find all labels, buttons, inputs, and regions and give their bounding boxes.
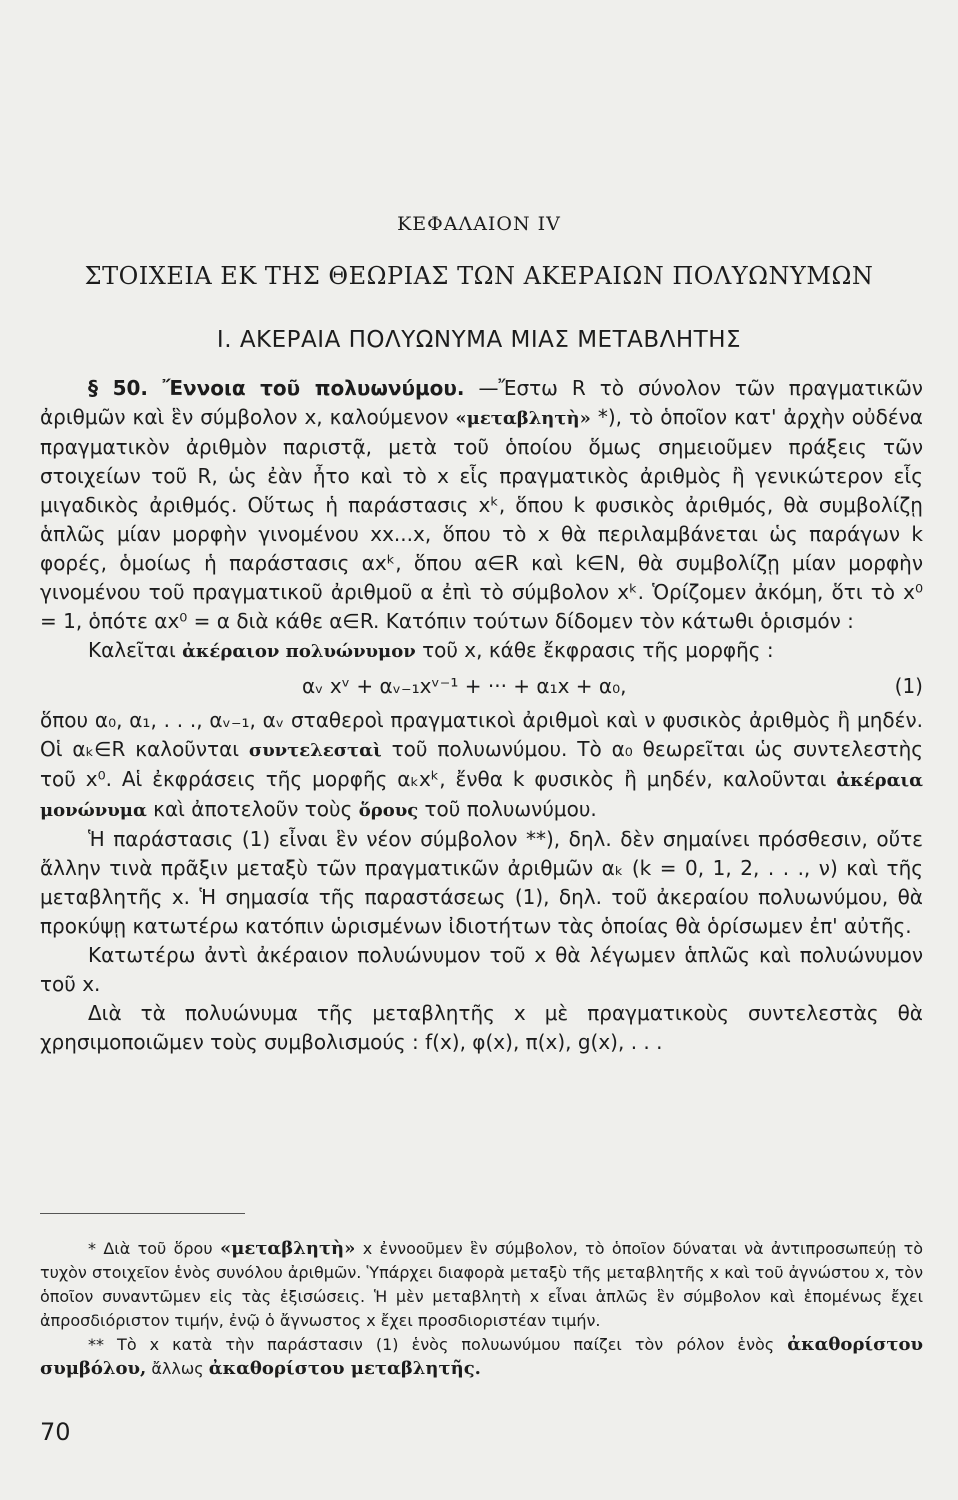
paragraph-symbol: Ἡ παράστασις (1) εἶναι ἓν νέον σύμβολον **), δηλ. δὲν σημαίνει πρόσθεσιν, οὔτε ἄλλην τινὰ πρᾶξιν μεταξὺ τῶν πραγματικῶν ἀριθμῶν αₖ (k = 0, 1, 2, . . ., ν) καὶ τῆς μεταβλητῆς x. Ἡ σημασία τῆς παραστάσεως (1), δηλ. τοῦ ἀκεραίου πολυωνύμου, θὰ προκύψῃ κατωτέρω κατόπιν ὡρισμένων ἰδιοτήτων τὰς ὁποίας θὰ ὁρίσωμεν ἐπ' αὐτῆς. <box>40 827 923 938</box>
paragraph-definition-intro: § 50. Ἔννοια τοῦ πολυωνύμου. —Ἔστω R τὸ σύνολον τῶν πραγματικῶν ἀριθμῶν καὶ ἓν σύμβολον x, καλούμενον «μεταβλητὴ» *), τὸ ὁποῖον κατ' ἀρχὴν οὐδένα πραγματικὸν ἀριθμὸν παριστᾷ, μετὰ τοῦ ὁποίου ὅμως σημειοῦμεν πράξεις τῶν στοιχείων τοῦ R, ὡς ἐὰν ἦτο καὶ τὸ x εἷς πραγματικὸς ἀριθμὸς ἢ γενικώτερον εἷς μιγαδικὸς ἀριθμός. Οὕτως ἡ παράστασις xᵏ, ὅπου k φυσικὸς ἀριθμός, θὰ συμβολίζῃ ἁπλῶς μίαν μορφὴν γινομένου xx...x, ὅπου τὸ x θὰ περιλαμβάνεται ὡς παράγων k φορές, ὁμοίως ἡ παράστασις αxᵏ, ὅπου α∈R καὶ k∈N, θὰ συμβολίζῃ μίαν μορφὴν γινομένου τοῦ πραγματικοῦ ἀριθμοῦ α ἐπὶ τὸ σύμβολον xᵏ. Ὁρίζομεν ἀκόμη, ὅτι τὸ x⁰ = 1, ὁπότε αx⁰ = α διὰ κάθε α∈R. Κατόπιν τούτων δίδομεν τὸν κάτωθι ὁρισμόν : <box>40 376 923 633</box>
footnote-term-variable: «μεταβλητὴ» <box>219 1238 356 1259</box>
footnote-term-undefined-variable: ἀκαθορίστου μεταβλητῆς. <box>208 1358 481 1379</box>
equation-1 <box>40 666 923 706</box>
chapter-heading: ΚΕΦΑΛΑΙΟΝ IV <box>397 213 561 235</box>
chapter-title: ΣΤΟΙΧΕΙΑ ΕΚ ΤΗΣ ΘΕΩΡΙΑΣ ΤΩΝ ΑΚΕΡΑΙΩΝ ΠΟΛΥΩΝΥΜΩΝ <box>84 262 874 290</box>
term-monomials: ἀκέραια μονώνυμα <box>40 770 923 821</box>
footnote-term-symbol: ἀκαθορίστου συμβόλου, <box>40 1334 923 1379</box>
paragraph-coefficients: ὅπου α₀, α₁, . . ., αᵥ₋₁, αᵥ σταθεροὶ πραγματικοὶ ἀριθμοὶ καὶ ν φυσικὸς ἀριθμὸς ἢ μηδέν. Οἱ αₖ∈R καλοῦνται συντελεσταὶ τοῦ πολυωνύμου. Τὸ α₀ θεωρεῖται ὡς συντελεστὴς τοῦ x⁰. Αἱ ἐκφράσεις τῆς μορφῆς αₖxᵏ, ἔνθα k φυσικὸς ἢ μηδέν, καλοῦνται ἀκέραια μονώνυμα καὶ ἀποτελοῦν τοὺς ὅρους τοῦ πολυωνύμου. <box>40 708 923 821</box>
term-terms: ὅρους <box>358 800 419 821</box>
footnotes <box>40 1237 923 1381</box>
term-variable: «μεταβλητὴ» <box>455 408 591 429</box>
equation-number: (1) <box>894 674 923 698</box>
section-heading: Ι. ΑΚΕΡΑΙΑ ΠΟΛΥΩΝΥΜΑ ΜΙΑΣ ΜΕΤΑΒΛΗΤΗΣ <box>216 327 742 353</box>
footnote-divider <box>40 1213 245 1214</box>
footnote-1: * Διὰ τοῦ ὅρου «μεταβλητὴ» x ἐννοοῦμεν ἓν σύμβολον, τὸ ὁποῖον δύναται νὰ ἀντιπροσωπεύῃ τὸ τυχὸν στοιχεῖον ἑνὸς συνόλου ἀριθμῶν. Ὑπάρχει διαφορὰ μεταξὺ τῆς μεταβλητῆς x καὶ τοῦ ἀγνώστου x, τὸν ὁποῖον συναντῶμεν εἰς τὰς ἐξισώσεις. Ἡ μὲν μεταβλητὴ x εἶναι ἁπλῶς ἓν σύμβολον καὶ ἑπομένως ἔχει ἀπροσδιόριστον τιμήν, ἐνῷ ὁ ἄγνωστος x ἔχει προσδιοριστέαν τιμήν. <box>40 1238 924 1330</box>
paragraph-naming: Κατωτέρω ἀντὶ ἀκέραιον πολυώνυμον τοῦ x θὰ λέγωμεν ἁπλῶς καὶ πολυώνυμον τοῦ x. <box>40 943 923 996</box>
term-coefficients: συντελεσταὶ <box>248 740 382 761</box>
footnote-2: ** Τὸ x κατὰ τὴν παράστασιν (1) ἑνὸς πολυωνύμου παίζει τὸν ρόλον ἑνὸς ἀκαθορίστου συμβόλου, ἄλλως ἀκαθορίστου μεταβλητῆς. <box>40 1334 923 1379</box>
paragraph-notation: Διὰ τὰ πολυώνυμα τῆς μεταβλητῆς x μὲ πραγματικοὺς συντελεστὰς θὰ χρησιμοποιῶμεν τοὺς συμβολισμούς : f(x), φ(x), π(x), g(x), . . . <box>40 1001 923 1054</box>
page-number: 70 <box>40 1418 71 1446</box>
equation-expression: αᵥ xᵛ + αᵥ₋₁xᵛ⁻¹ + ··· + α₁x + α₀, <box>302 674 627 698</box>
paragraph-definition: Καλεῖται ἀκέραιον πολυώνυμον τοῦ x, κάθε ἔκφρασις τῆς μορφῆς : <box>88 638 774 662</box>
term-polynomial: ἀκέραιον πολυώνυμον <box>182 641 416 662</box>
body-text <box>40 374 923 1057</box>
paragraph-heading: § 50. Ἔννοια τοῦ πολυωνύμου. <box>88 376 465 400</box>
